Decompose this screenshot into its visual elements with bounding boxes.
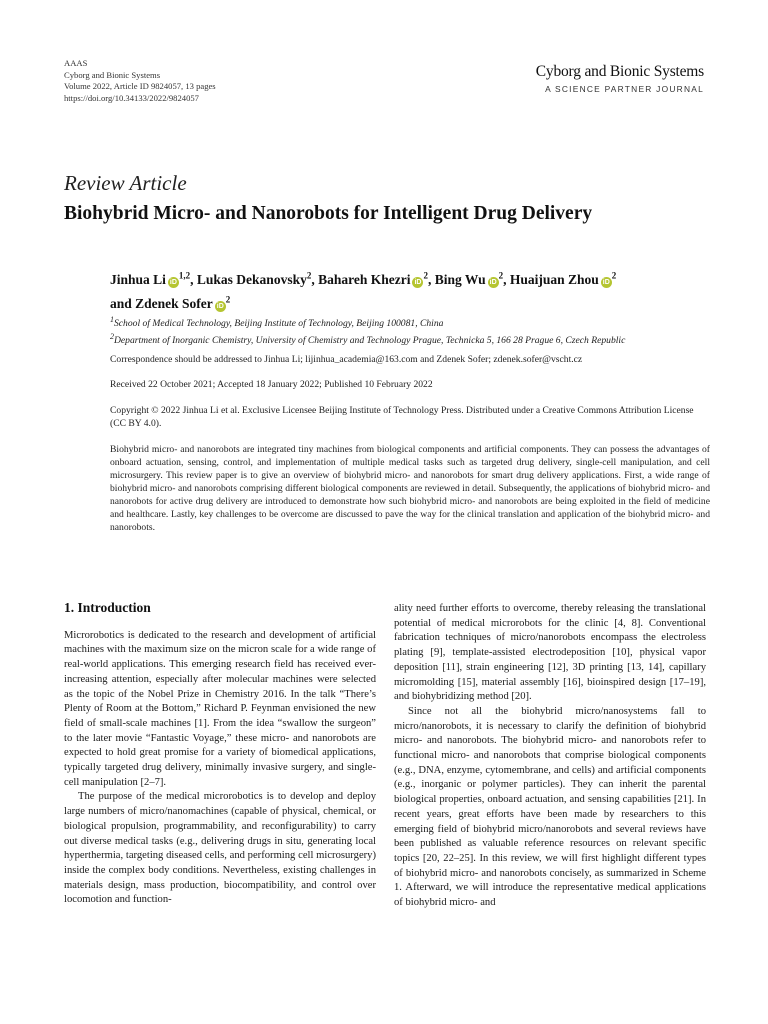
correspondence: Correspondence should be addressed to Jinhua Li; lijinhua_academia@163.com and Zdenek Sofer; zdenek.sofer@vscht.cz [110,354,583,365]
orcid-icon[interactable]: iD [489,278,497,286]
author-affil: 2 [611,270,617,280]
section-heading: 1. Introduction [64,600,151,615]
body-paragraph: Since not all the biohybrid micro/nanosystems fall to micro/nanorobots, it is necessary to clarify the definition of biohybrid micro- and nanorobots. The biohybrid micro- and nanorobots refer to functional micro- and nanorobots that comprise biological components (e.g., DNA, enzyme, cytomembrane, and cells) and artificial components (e.g., inorganic or polymer particles). They can inherit the parental biological properties, onboard actuation, and sensing capabilities [21]. In recent years, great efforts have been made by researchers to this emerging field of biohybrid micro/nanorobots and several reviews have been published as valuable reference resources on relevant specific topics [20, 22–25]. In this review, we will first highlight different types of biohybrid micro- and nanorobots concisely, as summarized in Scheme 1. Afterward, we will introduce the representative medical applications of biohybrid micro- and [394,705,706,909]
author-separator: , [311,271,319,287]
author-affil: 2 [225,294,231,305]
body-column-right [394,602,706,911]
running-header [64,58,216,104]
affiliation-text: School of Medical Technology, Beijing Institute of Technology, Beijing 100081, China [114,318,444,330]
affiliation-1 [110,313,710,330]
copyright-notice: Copyright © 2022 Jinhua Li et al. Exclusive Licensee Beijing Institute of Technology Press. Distributed under a Creative Commons Attribution License (CC BY 4.0). [110,405,694,429]
author-2 [190,272,311,287]
orcid-icon[interactable]: iD [216,303,224,310]
author-affil: 2 [498,270,504,280]
publication-dates: Received 22 October 2021; Accepted 18 January 2022; Published 10 February 2022 [110,379,433,390]
affiliation-number: 2 [110,332,114,342]
doi-link[interactable]: https://doi.org/10.34133/2022/9824057 [64,92,199,103]
abstract: Biohybrid micro- and nanorobots are integrated tiny machines from biological components and artificial components. They can possess the advantages of onboard actuation, sensing, control, and implementation of multiple medical tasks such as targeted drug delivery, single-cell manipulation, and cell microsurgery. This review paper is to give an overview of biohybrid micro- and nanorobots for smart drug delivery applications. First, a wide range of biohybrid micro- and nanorobots comprising different biological components are reviewed in detail. Subsequently, the applications of biohybrid micro- and nanorobots for active drug delivery are introduced to demonstrate how such biohybrid micro- and nanorobots are being exploited in the field of medicine and healthcare. Lastly, key challenges to be overcome are discussed to pave the way for the clinical translation and application of the biohybrid micro- and nanorobots. [110,444,710,533]
author-6 [110,296,230,311]
body-column-left [64,598,376,908]
author-name: Bahareh Khezri [318,271,411,287]
author-1 [110,272,190,287]
journal-logo [536,63,704,94]
body-paragraph: Microrobotics is dedicated to the research and development of artificial machines with the maximum size on the micron scale for a wide range of real-world applications. This emerging research field has received ever-increasing attention, especially after molecular machines were selected as the topic of the Nobel Prize in Chemistry 2016. In the talk “There’s Plenty of Room at the Bottom,” Richard P. Feynman envisioned the new field of small-scale machines [1]. From the idea “swallow the surgeon” to the later movie “Fantastic Voyage,” these micro- and nanorobots are expected to hold great promise for a variety of biomedical applications, typically targeted drug delivery, minimally invasive surgery, and single-cell manipulation [2–7]. [64,629,376,788]
author-separator: , [190,271,197,287]
affiliations [110,313,710,347]
author-separator: , [503,271,510,287]
author-3 [311,272,428,287]
article-type: Review Article [64,171,187,195]
author-name: Huaijuan Zhou [509,271,599,287]
volume-info: Volume 2022, Article ID 9824057, 13 pages [64,81,216,91]
publisher-name: AAAS [64,58,88,68]
author-separator: , [427,271,435,287]
body-paragraph: The purpose of the medical microrobotics is to develop and deploy large numbers of micro/nanomachines (capable of physical, chemical, or biological propulsion, programmability, and reconfigurability) to carry out diverse medical tasks (e.g., delivering drugs in situ, generating local hyperthermia, targeting diseased cells, and performing cell microsurgery) inside the complex body conditions. Nevertheless, existing challenges in materials design, mass production, biocompatibility, and control over locomotion and function- [64,791,376,906]
author-name: Zdenek Sofer [135,296,213,311]
journal-logo-title: Cyborg and Bionic Systems [535,63,704,80]
journal-logo-subtitle: A SCIENCE PARTNER JOURNAL [545,84,704,94]
author-4 [428,272,503,287]
affiliation-2 [110,330,710,347]
orcid-icon[interactable]: iD [602,278,610,286]
journal-name-small: Cyborg and Bionic Systems [64,69,161,80]
author-name: Bing Wu [434,271,486,287]
author-name: Lukas Dekanovsky [196,271,307,287]
author-name: Jinhua Li [110,271,166,287]
affiliation-text: Department of Inorganic Chemistry, University of Chemistry and Technology Prague, Technicka 5, 166 28 Prague 6, Czech Republic [114,335,626,347]
author-affil: 1,2 [178,270,191,280]
orcid-icon[interactable]: iD [414,278,422,286]
body-paragraph: ality need further efforts to overcome, thereby releasing the translational potential of medical microrobots for the clinic [4, 8]. Conventional fabrication techniques of micro/nanorobots encompass the electroless plating [9], template-assisted electrodeposition [10], physical vapor deposition [11], strain engineering [12], 3D printing [13, 14], capillary micromolding [15], material assembly [16], bioinspired design [17–19], and biohybridizing method [20]. [394,603,706,703]
author-affil: 2 [423,270,428,280]
orcid-icon[interactable]: iD [169,278,177,286]
author-affil: 2 [306,270,312,280]
author-5 [503,272,616,287]
affiliation-number: 1 [110,315,114,324]
author-list [110,265,710,314]
article-title: Biohybrid Micro- and Nanorobots for Intelligent Drug Delivery [64,203,593,224]
author-separator: and [110,296,136,311]
